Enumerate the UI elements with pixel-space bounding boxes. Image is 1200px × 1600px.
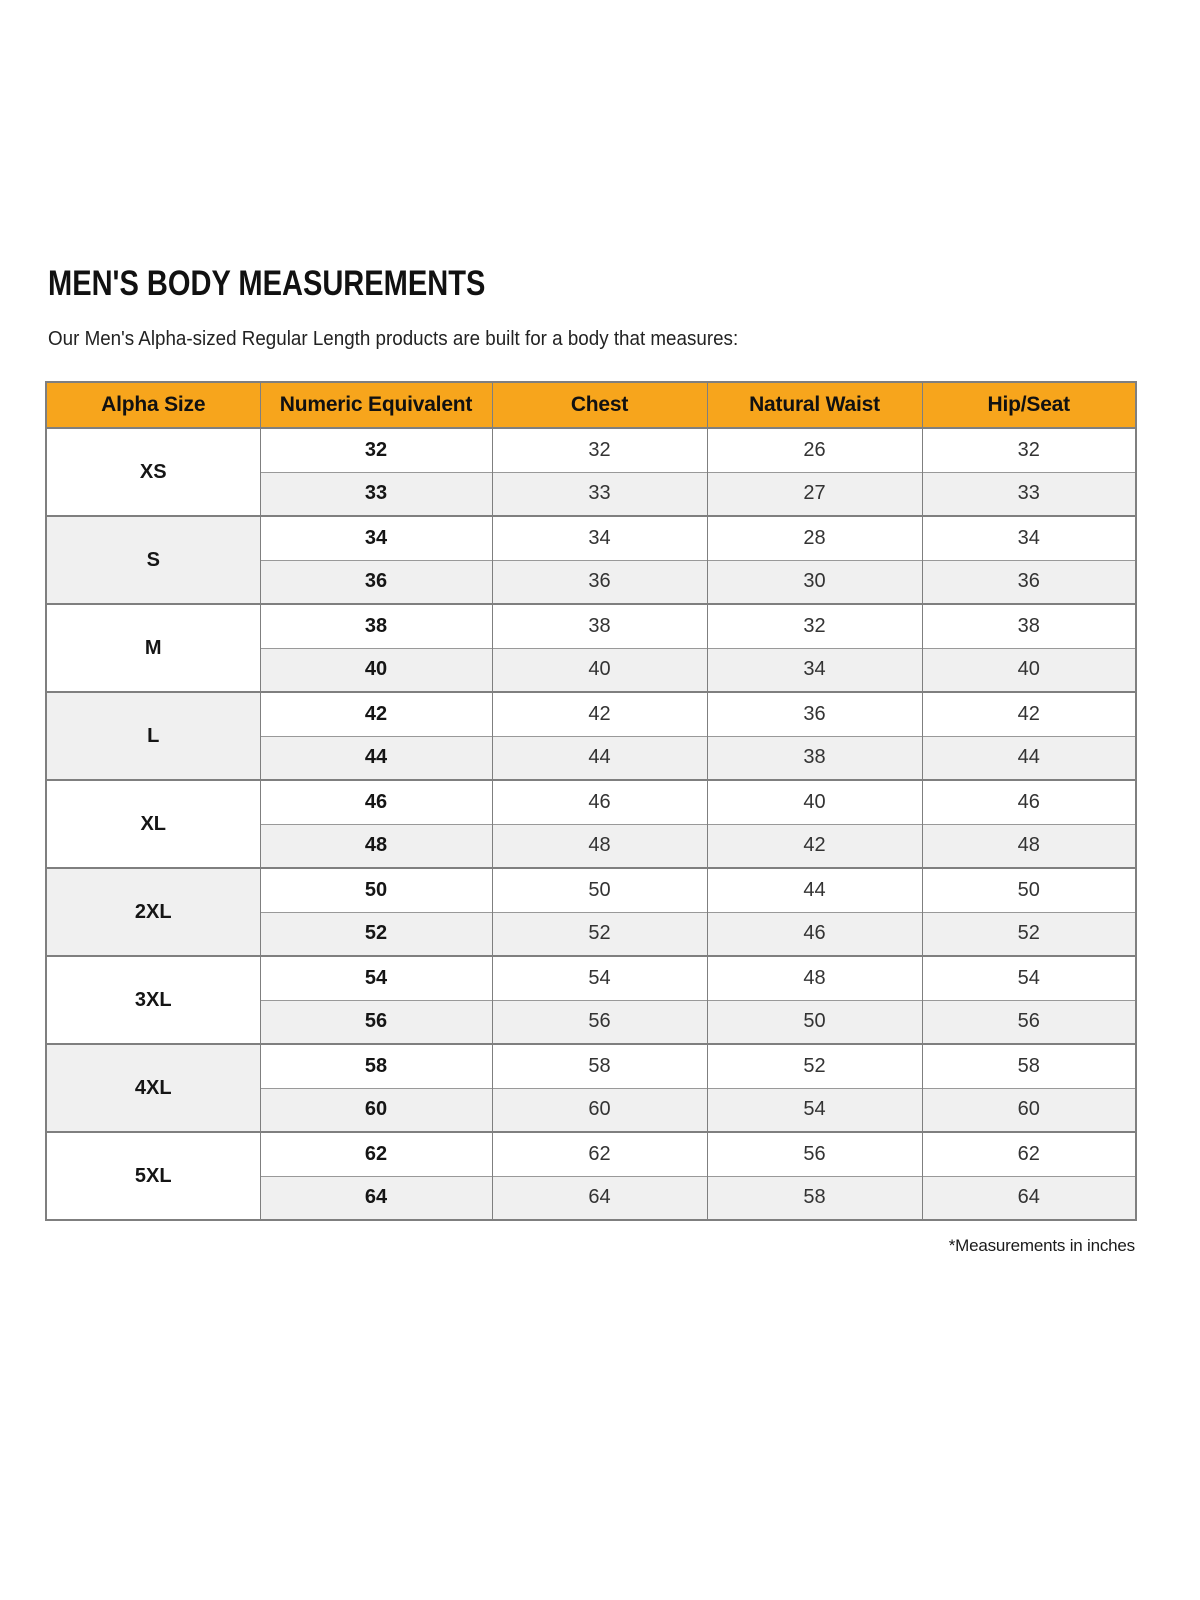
measurement-cell: 56	[492, 1000, 707, 1044]
numeric-equivalent-cell: 33	[260, 472, 492, 516]
measurement-cell: 42	[492, 692, 707, 736]
measurement-cell: 58	[922, 1044, 1136, 1088]
numeric-equivalent-cell: 60	[260, 1088, 492, 1132]
measurement-cell: 48	[707, 956, 922, 1000]
measurement-cell: 46	[922, 780, 1136, 824]
numeric-equivalent-cell: 36	[260, 560, 492, 604]
alpha-size-cell-4xl: 4XL	[46, 1044, 260, 1132]
measurement-cell: 33	[922, 472, 1136, 516]
table-row-xl-46	[46, 780, 1136, 824]
measurement-cell: 38	[492, 604, 707, 648]
measurement-cell: 44	[492, 736, 707, 780]
column-header-numeric-equivalent: Numeric Equivalent	[260, 382, 492, 428]
measurement-cell: 48	[492, 824, 707, 868]
measurement-cell: 52	[707, 1044, 922, 1088]
numeric-equivalent-cell: 46	[260, 780, 492, 824]
measurement-cell: 52	[492, 912, 707, 956]
column-header-hip-seat: Hip/Seat	[922, 382, 1136, 428]
measurement-cell: 44	[707, 868, 922, 912]
numeric-equivalent-cell: 42	[260, 692, 492, 736]
numeric-equivalent-cell: 34	[260, 516, 492, 560]
numeric-equivalent-cell: 54	[260, 956, 492, 1000]
measurement-cell: 32	[492, 428, 707, 472]
intro-text: Our Men's Alpha-sized Regular Length products are built for a body that measures:	[48, 328, 739, 350]
measurement-cell: 36	[707, 692, 922, 736]
measurement-cell: 50	[492, 868, 707, 912]
measurement-cell: 44	[922, 736, 1136, 780]
measurement-cell: 34	[707, 648, 922, 692]
table-header	[46, 382, 1136, 428]
table-row-s-34	[46, 516, 1136, 560]
numeric-equivalent-cell: 44	[260, 736, 492, 780]
alpha-size-cell-xl: XL	[46, 780, 260, 868]
numeric-equivalent-cell: 38	[260, 604, 492, 648]
measurement-cell: 40	[922, 648, 1136, 692]
table-row-5xl-62	[46, 1132, 1136, 1176]
measurements-table	[45, 381, 1137, 1221]
measurement-cell: 60	[922, 1088, 1136, 1132]
measurement-cell: 46	[707, 912, 922, 956]
numeric-equivalent-cell: 50	[260, 868, 492, 912]
measurement-cell: 32	[922, 428, 1136, 472]
alpha-size-cell-2xl: 2XL	[46, 868, 260, 956]
column-header-chest: Chest	[492, 382, 707, 428]
numeric-equivalent-cell: 52	[260, 912, 492, 956]
measurement-cell: 34	[492, 516, 707, 560]
alpha-size-cell-s: S	[46, 516, 260, 604]
measurement-cell: 58	[492, 1044, 707, 1088]
measurement-cell: 56	[707, 1132, 922, 1176]
measurements-footnote: *Measurements in inches	[948, 1236, 1135, 1255]
measurement-cell: 34	[922, 516, 1136, 560]
table-row-4xl-58	[46, 1044, 1136, 1088]
size-chart-section	[45, 266, 1135, 1256]
numeric-equivalent-cell: 62	[260, 1132, 492, 1176]
table-row-xs-32	[46, 428, 1136, 472]
alpha-size-cell-3xl: 3XL	[46, 956, 260, 1044]
measurement-cell: 26	[707, 428, 922, 472]
measurement-cell: 62	[922, 1132, 1136, 1176]
measurement-cell: 42	[707, 824, 922, 868]
measurement-cell: 56	[922, 1000, 1136, 1044]
measurement-cell: 48	[922, 824, 1136, 868]
numeric-equivalent-cell: 56	[260, 1000, 492, 1044]
numeric-equivalent-cell: 40	[260, 648, 492, 692]
alpha-size-cell-l: L	[46, 692, 260, 780]
measurement-cell: 28	[707, 516, 922, 560]
column-header-alpha-size: Alpha Size	[46, 382, 260, 428]
measurement-cell: 54	[922, 956, 1136, 1000]
measurement-cell: 54	[707, 1088, 922, 1132]
measurement-cell: 30	[707, 560, 922, 604]
table-row-3xl-54	[46, 956, 1136, 1000]
measurement-cell: 54	[492, 956, 707, 1000]
numeric-equivalent-cell: 64	[260, 1176, 492, 1220]
measurement-cell: 50	[707, 1000, 922, 1044]
measurement-cell: 36	[922, 560, 1136, 604]
page-title: MEN'S BODY MEASUREMENTS	[48, 264, 486, 303]
measurement-cell: 38	[707, 736, 922, 780]
numeric-equivalent-cell: 32	[260, 428, 492, 472]
table-row-2xl-50	[46, 868, 1136, 912]
measurement-cell: 27	[707, 472, 922, 516]
column-header-natural-waist: Natural Waist	[707, 382, 922, 428]
measurement-cell: 36	[492, 560, 707, 604]
table-body	[46, 428, 1136, 1220]
alpha-size-cell-xs: XS	[46, 428, 260, 516]
numeric-equivalent-cell: 58	[260, 1044, 492, 1088]
measurement-cell: 62	[492, 1132, 707, 1176]
table-row-m-38	[46, 604, 1136, 648]
measurement-cell: 40	[492, 648, 707, 692]
measurement-cell: 64	[492, 1176, 707, 1220]
measurement-cell: 42	[922, 692, 1136, 736]
numeric-equivalent-cell: 48	[260, 824, 492, 868]
measurement-cell: 38	[922, 604, 1136, 648]
header-row	[46, 382, 1136, 428]
alpha-size-cell-5xl: 5XL	[46, 1132, 260, 1220]
measurement-cell: 50	[922, 868, 1136, 912]
measurement-cell: 40	[707, 780, 922, 824]
measurement-cell: 60	[492, 1088, 707, 1132]
measurement-cell: 32	[707, 604, 922, 648]
measurement-cell: 52	[922, 912, 1136, 956]
measurement-cell: 64	[922, 1176, 1136, 1220]
measurement-cell: 33	[492, 472, 707, 516]
alpha-size-cell-m: M	[46, 604, 260, 692]
measurement-cell: 58	[707, 1176, 922, 1220]
measurement-cell: 46	[492, 780, 707, 824]
table-row-l-42	[46, 692, 1136, 736]
